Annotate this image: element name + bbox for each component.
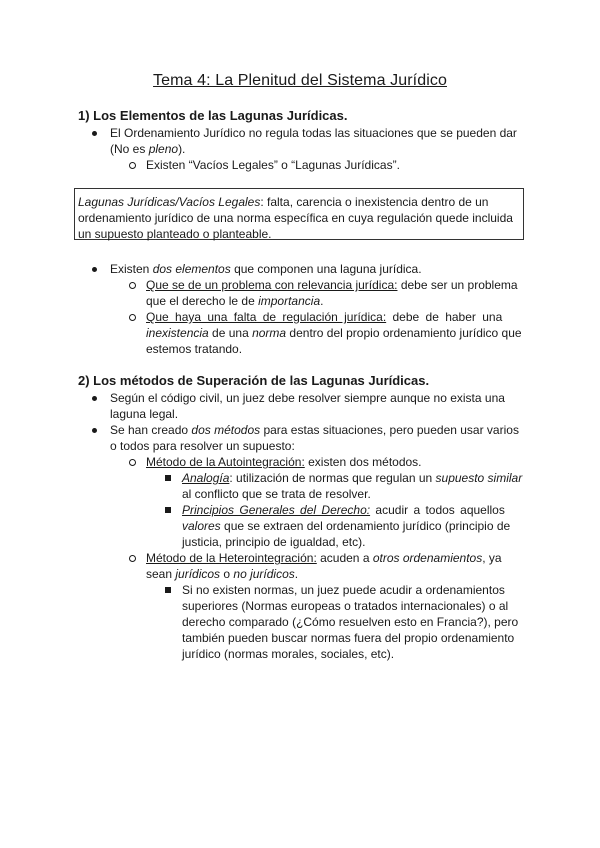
element-1-line-2: que el derecho le de importancia. [146, 294, 324, 308]
s1-bullet-1-line-1: El Ordenamiento Jurídico no regula todas las situaciones que se pueden dar [110, 126, 517, 140]
bullet-dot [92, 131, 97, 136]
bullet-circle [129, 282, 136, 289]
hetero-line-5: jurídico (normas morales, sociales, etc). [182, 647, 395, 661]
hetero-line-1: Si no existen normas, un juez puede acudir a ordenamientos [182, 583, 505, 597]
section-1-heading: 1) Los Elementos de las Lagunas Jurídicas. [78, 108, 348, 123]
principios-line-1: Principios Generales del Derecho: acudir a todos aquellos [182, 503, 505, 517]
element-2-line-2: inexistencia de una norma dentro del propio ordenamiento jurídico que [146, 326, 522, 340]
definition-line-2: ordenamiento jurídico de una norma específica en cuya regulación quede incluida [78, 211, 513, 225]
definition-line-3: un supuesto planteado o planteable. [78, 227, 272, 241]
bullet-circle [129, 459, 136, 466]
s1-bullet-1-sub: Existen “Vacíos Legales” o “Lagunas Jurídicas”. [146, 158, 400, 172]
bullet-dot [92, 267, 97, 272]
bullet-square [165, 507, 171, 513]
bullet-circle [129, 314, 136, 321]
definition-line-1: Lagunas Jurídicas/Vacíos Legales: falta, carencia o inexistencia dentro de un [78, 195, 489, 209]
hetero-line-2: superiores (Normas europeas o tratados internacionales) o al [182, 599, 509, 613]
bullet-square [165, 587, 171, 593]
method-1-heading: Método de la Autointegración: existen dos métodos. [146, 455, 422, 469]
bullet-circle [129, 162, 136, 169]
s2-bullet-1-line-2: laguna legal. [110, 407, 179, 421]
principios-line-3: justicia, principio de igualdad, etc). [182, 535, 366, 549]
principios-line-2: valores que se extraen del ordenamiento jurídico (principio de [182, 519, 511, 533]
element-2-line-3: estemos tratando. [146, 342, 243, 356]
page-title: Tema 4: La Plenitud del Sistema Jurídico [153, 72, 447, 89]
bullet-dot [92, 396, 97, 401]
bullet-dot [92, 428, 97, 433]
hetero-line-4: también pueden buscar normas fuera del propio ordenamiento [182, 631, 515, 645]
analogia-line-1: Analogía: utilización de normas que regulan un supuesto similar [182, 471, 523, 485]
s2-bullet-1-line-1: Según el código civil, un juez debe resolver siempre aunque no exista una [110, 391, 505, 405]
s1-bullet-1-line-2: (No es pleno). [110, 142, 186, 156]
method-2-line-2: sean jurídicos o no jurídicos. [146, 567, 299, 581]
element-1-line-1: Que se de un problema con relevancia jurídica: debe ser un problema [146, 278, 518, 292]
s1-bullet-2: Existen dos elementos que componen una laguna jurídica. [110, 262, 422, 276]
s2-bullet-2-line-1: Se han creado dos métodos para estas situaciones, pero pueden usar varios [110, 423, 519, 437]
method-2-line-1: Método de la Heterointegración: acuden a otros ordenamientos, ya [146, 551, 502, 565]
analogia-line-2: al conflicto que se trata de resolver. [182, 487, 371, 501]
hetero-line-3: derecho comparado (¿Cómo resuelven esto en Francia?), pero [182, 615, 519, 629]
element-2-line-1: Que haya una falta de regulación jurídica: debe de haber una [146, 310, 503, 324]
bullet-square [165, 475, 171, 481]
section-2-heading: 2) Los métodos de Superación de las Lagunas Jurídicas. [78, 373, 430, 388]
s2-bullet-2-line-2: o todos para resolver un supuesto: [110, 439, 295, 453]
bullet-circle [129, 555, 136, 562]
